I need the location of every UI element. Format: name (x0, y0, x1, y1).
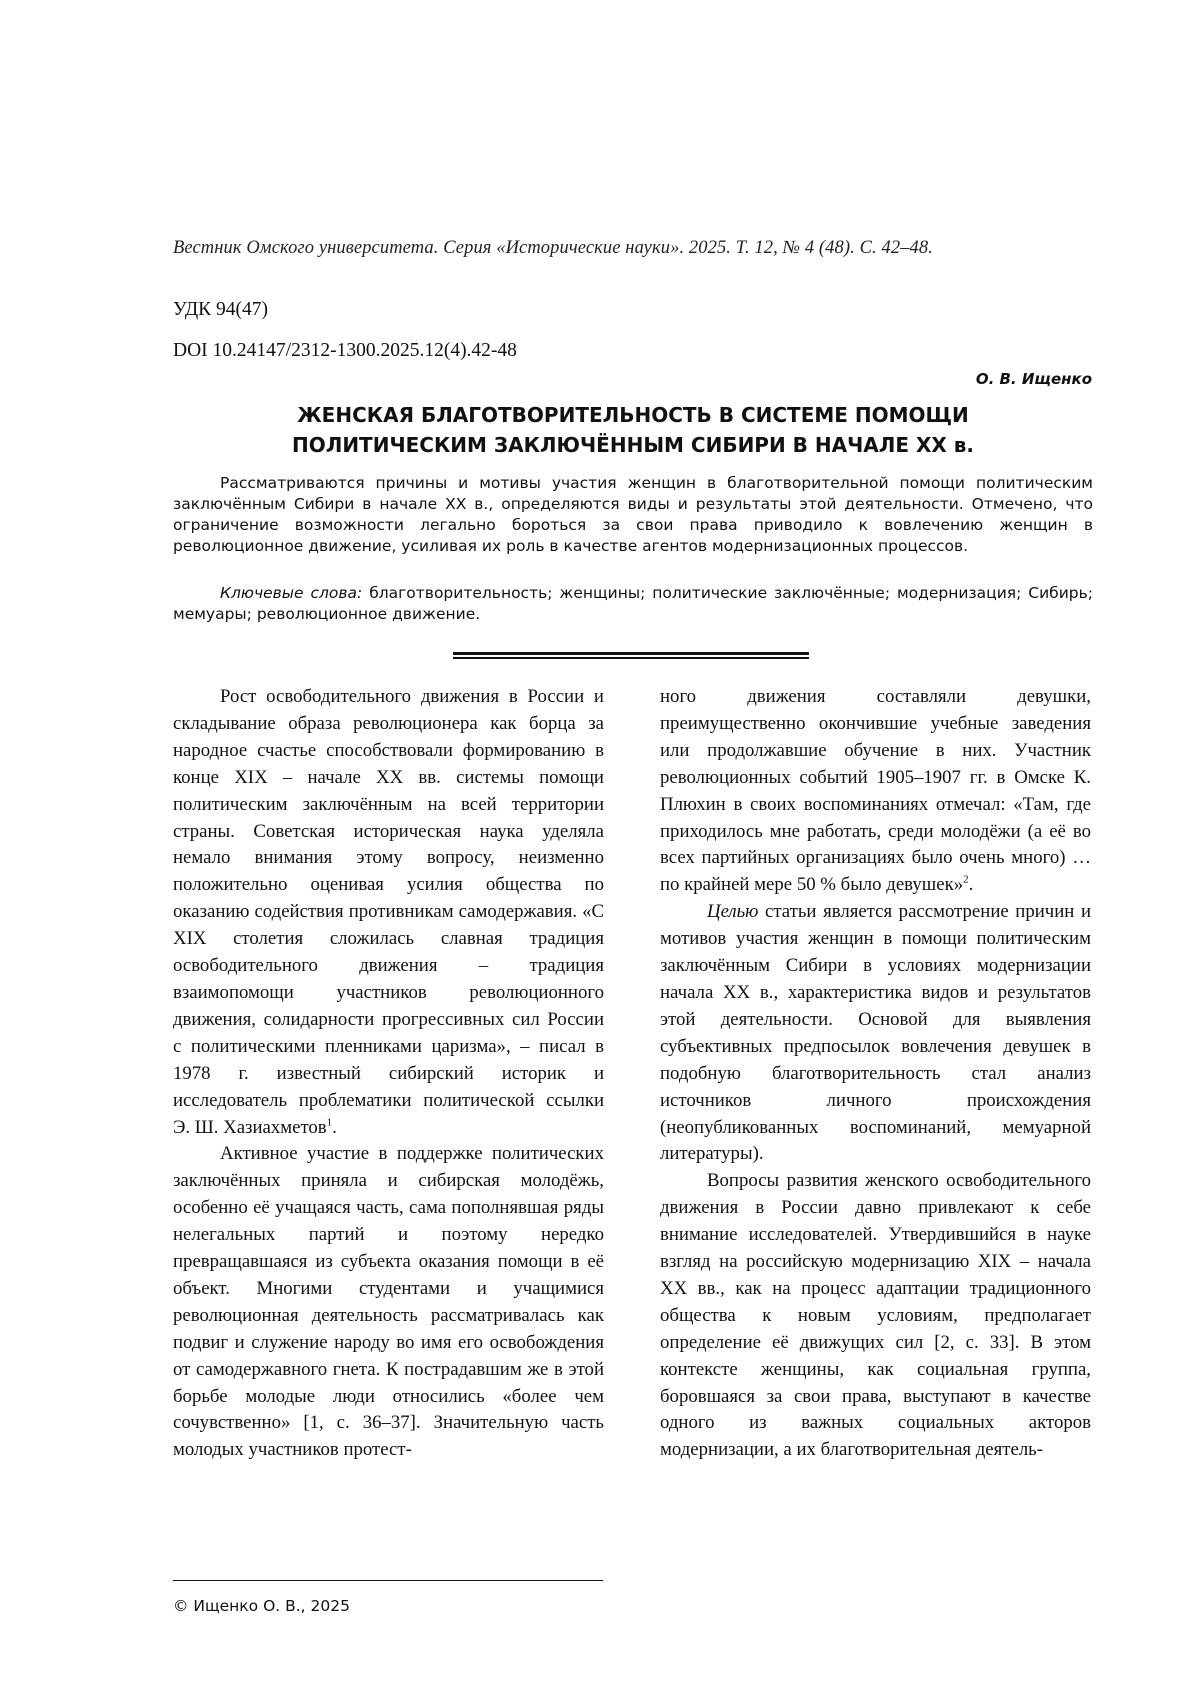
journal-reference: Вестник Омского университета. Серия «Исторические науки». 2025. Т. 12, № 4 (48). С. 42–48. (173, 238, 933, 258)
paragraph-text: ного движения составляли девушки, преимущественно окончившие учебные заведения или продолжавшие обучение в них. Участник революционных событий 1905–1907 гг. в Омске К. Плюхин в своих воспоминаниях отмечал: «Там, где приходилось мне работать, среди молодёжи (а её во всех партийных организациях было очень много) …по крайней мере 50 % было девушек» (660, 686, 1091, 896)
doi: DOI 10.24147/2312-1300.2025.12(4).42-48 (173, 340, 517, 361)
body-column-right (660, 684, 1091, 1464)
footnote-ref-1[interactable]: 1 (326, 1116, 333, 1129)
emphasis-goal: Целью (707, 901, 759, 923)
udc-code: УДК 94(47) (173, 299, 269, 320)
footnote-rule (173, 1580, 603, 1581)
paragraph (660, 684, 1091, 899)
title-line-1: ЖЕНСКАЯ БЛАГОТВОРИТЕЛЬНОСТЬ В СИСТЕМЕ ПОМОЩИ (297, 403, 969, 427)
footnote-ref-2[interactable]: 2 (963, 874, 969, 887)
separator-line-thin (453, 657, 809, 659)
title-line-2: ПОЛИТИЧЕСКИМ ЗАКЛЮЧЁННЫМ СИБИРИ В НАЧАЛЕ XX в. (291, 433, 975, 457)
keywords (173, 583, 1093, 625)
paragraph: Активное участие в поддержке политических заключённых приняла и сибирская молодёжь, особенно её учащаяся часть, сама пополнявшая ряды нелегальных партий и поэтому нередко превращавшаяся из субъекта оказания помощи в её объект. Многими студентами и учащимися революционная деятельность рассматривалась как подвиг и служение народу во имя его освобождения от самодержавного гнета. К пострадавшим же в этой борьбе молодые люди относились «более чем сочувственно» [1, с. 36–37]. Значительную часть молодых участников протест- (173, 1143, 604, 1461)
paragraph (173, 684, 604, 1141)
paragraph (660, 899, 1091, 1168)
paragraph-end: . (332, 1116, 337, 1138)
paragraph-end: . (968, 874, 974, 896)
paragraph-text: статьи является рассмотрение причин и мотивов участия женщин в помощи политическим заключённым Сибири в условиях модернизации начала XX в., характеристика видов и результатов этой деятельности. Основой для выявления субъективных предпосылок вовлечения девушек в подобную благотворительность стал анализ источников личного происхождения (неопубликованных воспоминаний, мемуарной литературы). (660, 901, 1091, 1165)
paragraph-text: Рост освободительного движения в России и складывание образа революционера как борца за народное счастье способствовали формированию в конце XIX – начале XX вв. системы помощи политическим заключённым на всей территории страны. Советская историческая наука уделяла немало внимания этому вопросу, неизменно положительно оценивая усилия общества по оказанию содействия противникам самодержавия. «С XIX столетия сложилась славная традиция освободительного движения – традиция взаимопомощи участников революционного движения, солидарности прогрессивных сил России с политическими пленниками царизма», – писал в 1978 г. известный сибирский историк и исследователь проблематики политической ссылки Э. Ш. Хазиахметов (173, 686, 604, 1138)
separator-line-thick (453, 652, 809, 655)
abstract: Рассматриваются причины и мотивы участия женщин в благотворительной помощи политическим заключённым Сибири в начале XX в., определяются виды и результаты этой деятельности. Отмечено, что ограничение возможности легально бороться за свои права приводило к вовлечению женщин в революционное движение, усиливая их роль в качестве агентов модернизационных процессов. (173, 474, 1093, 555)
keywords-label: Ключевые слова: (220, 584, 363, 602)
article-title (173, 400, 1093, 460)
keywords-list: благотворительность; женщины; политические заключённые; модернизация; Сибирь; мемуары; революционное движение. (173, 584, 1093, 623)
paragraph: Вопросы развития женского освободительного движения в России давно привлекают к себе внимание исследователей. Утвердившийся в науке взгляд на российскую модернизацию XIX – начала XX вв., как на процесс адаптации традиционного общества к новым условиям, предполагает определение её движущих сил [2, с. 33]. В этом контексте женщины, как социальная группа, боровшаяся за свои права, выступают в качестве одного из важных социальных акторов модернизации, а их благотворительная деятель- (660, 1170, 1091, 1461)
copyright: © Ищенко О. В., 2025 (173, 1597, 350, 1615)
body-column-left (173, 684, 604, 1464)
section-separator (453, 652, 809, 660)
author-name: О. В. Ищенко (975, 370, 1092, 388)
